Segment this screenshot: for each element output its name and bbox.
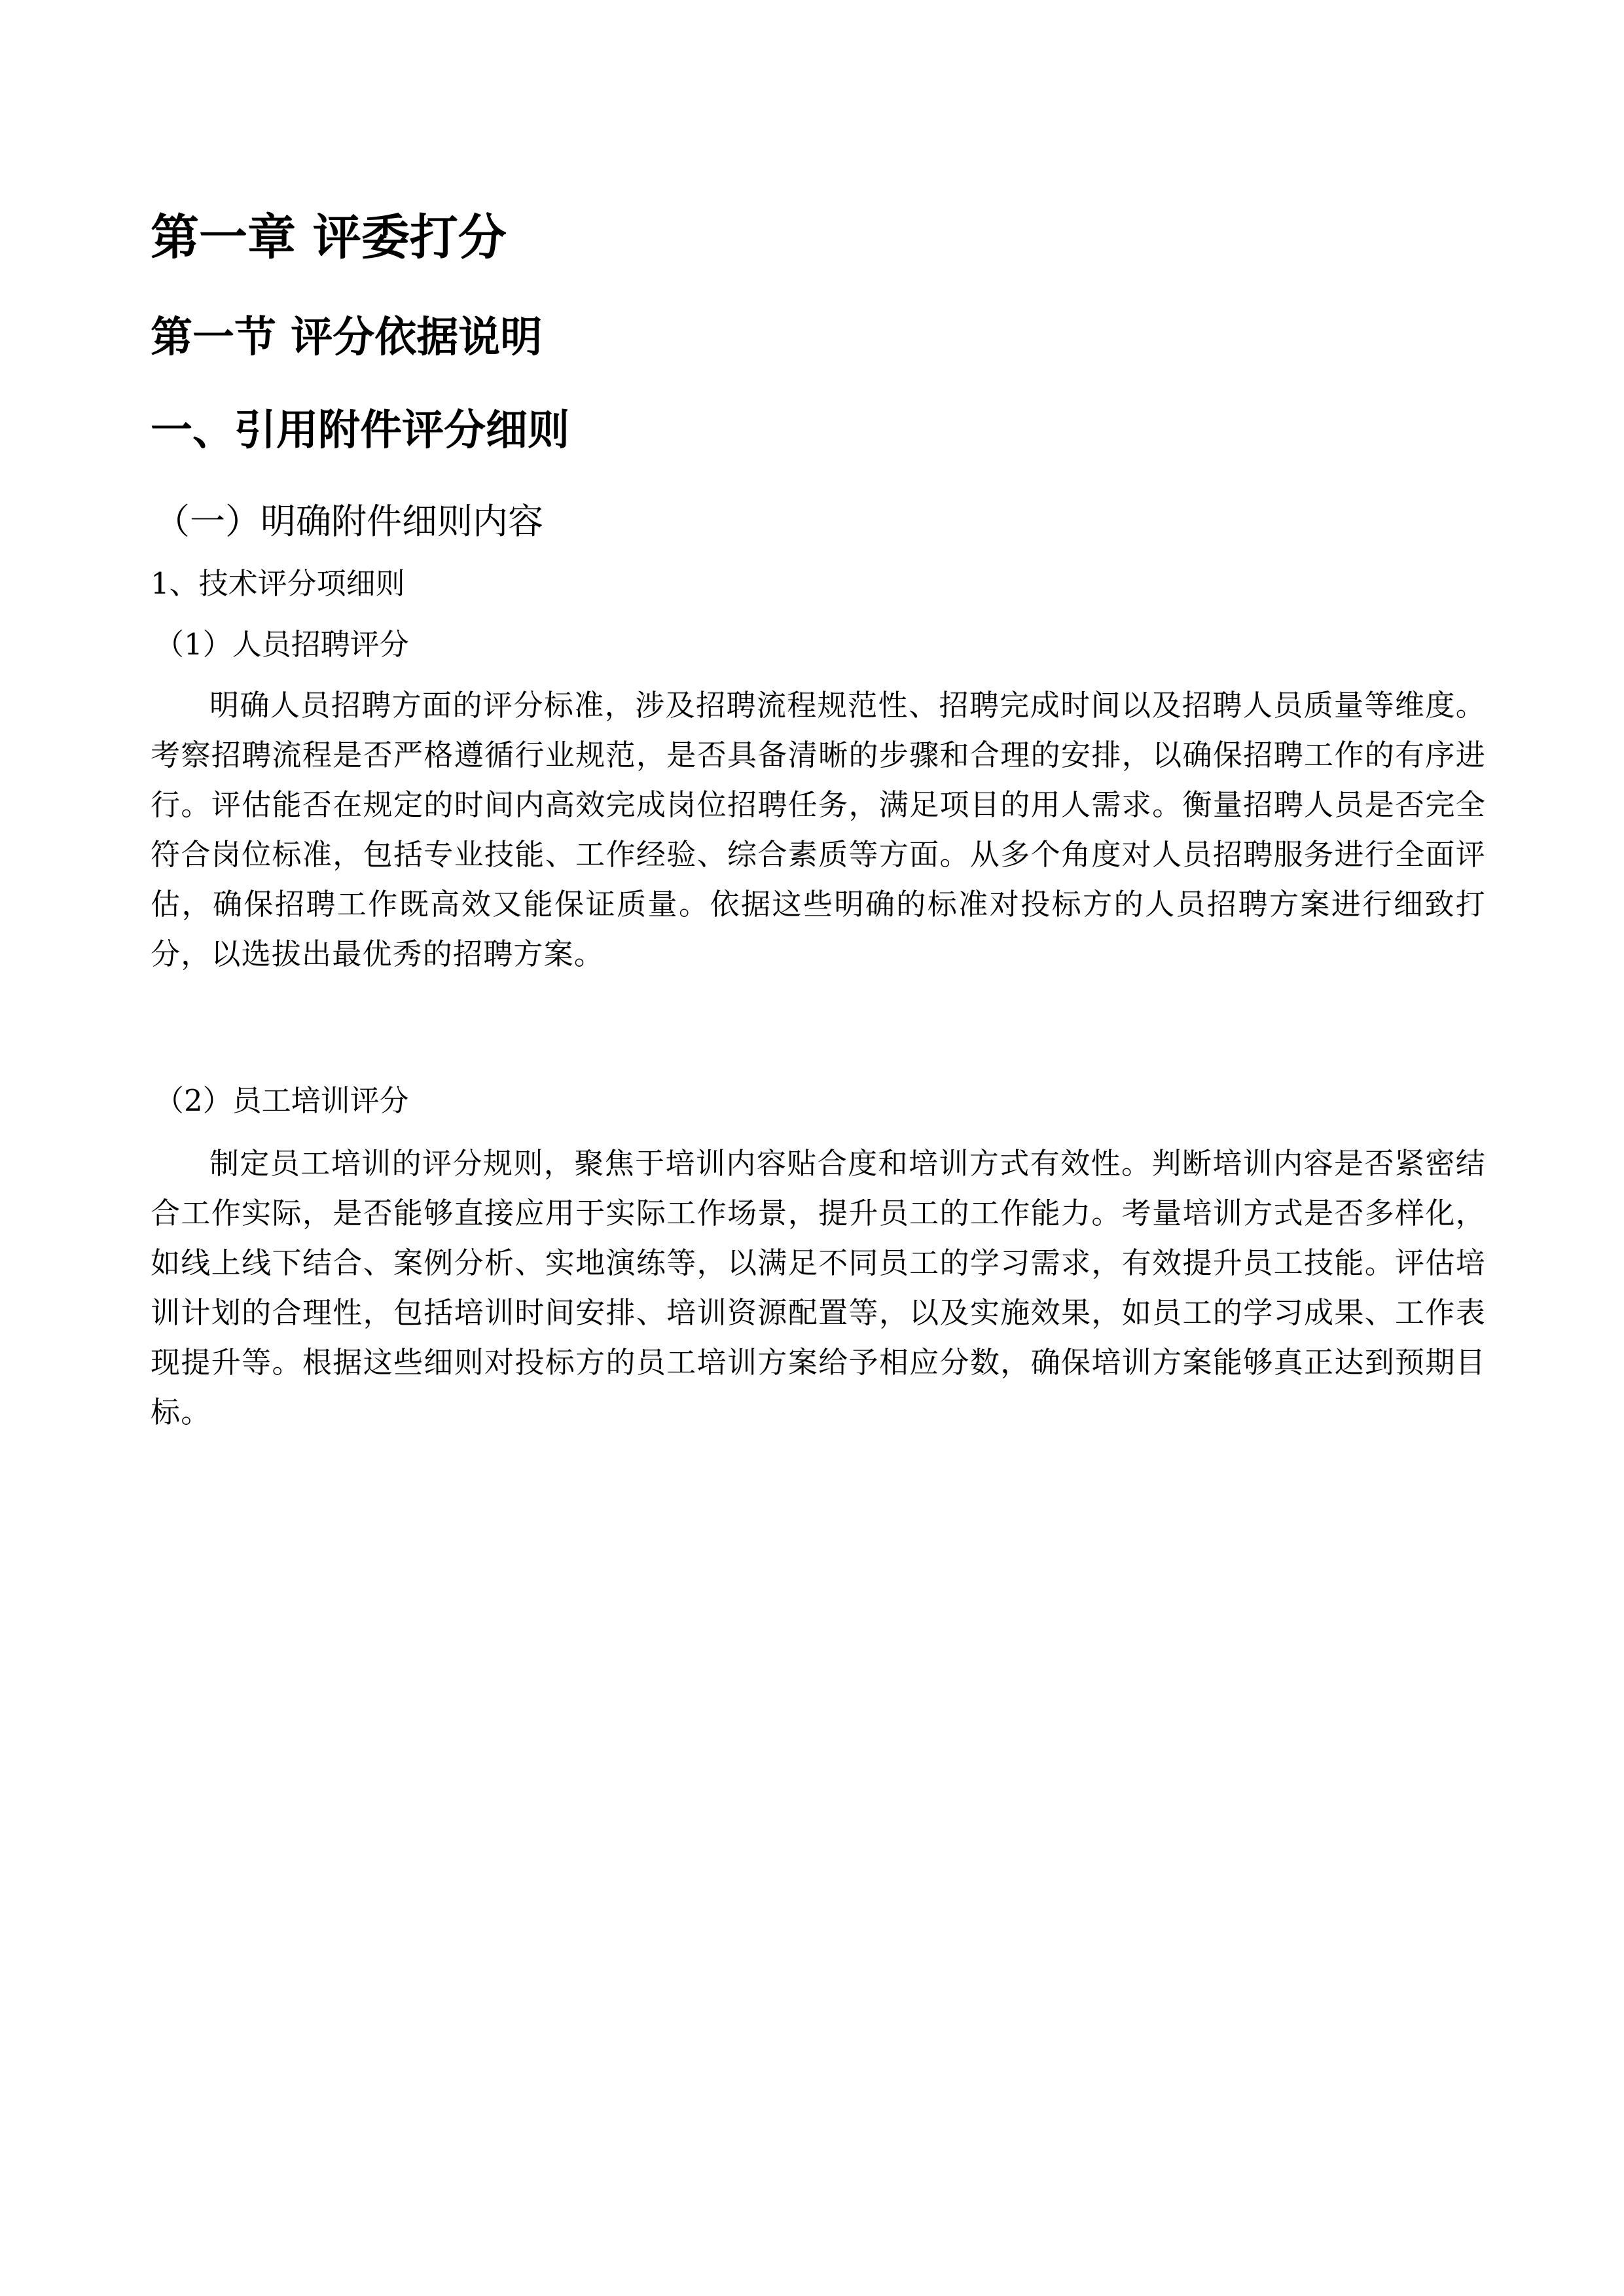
criterion-title-recruitment: （1）人员招聘评分 — [154, 627, 409, 662]
heading-scoring-rules: 一、引用附件评分细则 — [151, 406, 569, 455]
criterion-text-training: 制定员工培训的评分规则，聚焦于培训内容贴合度和培训方式有效性。判断培训内容是否紧密结合工作实际，是否能够直接应用于实际工作场景，提升员工的工作能力。考量培训方式是否多样化，如线上线下结合、案例分析、实地演练等，以满足不同员工的学习需求，有效提升员工技能。评估培训计划的合理性，包括培训时间安排、培训资源配置等，以及实施效果，如员工的学习成果、工作表现提升等。根据这些细则对投标方的员工培训方案给予相应分数，确保培训方案能够真正达到预期目标。 — [151, 1146, 1486, 1429]
chapter-title: 第一章 评委打分 — [151, 209, 507, 266]
section-title: 第一节 评分依据说明 — [151, 313, 543, 362]
criterion-title-training: （2）员工培训评分 — [154, 1083, 409, 1118]
subheading-attachment-rules: （一）明确附件细则内容 — [154, 501, 543, 542]
item-heading-technical: 1、技术评分项细则 — [151, 566, 405, 601]
criterion-text-recruitment: 明确人员招聘方面的评分标准，涉及招聘流程规范性、招聘完成时间以及招聘人员质量等维度。考察招聘流程是否严格遵循行业规范，是否具备清晰的步骤和合理的安排，以确保招聘工作的有序进行。评估能否在规定的时间内高效完成岗位招聘任务，满足项目的用人需求。衡量招聘人员是否完全符合岗位标准，包括专业技能、工作经验、综合素质等方面。从多个角度对人员招聘服务进行全面评估，确保招聘工作既高效又能保证质量。依据这些明确的标准对投标方的人员招聘方案进行细致打分，以选拔出最优秀的招聘方案。 — [151, 688, 1486, 971]
